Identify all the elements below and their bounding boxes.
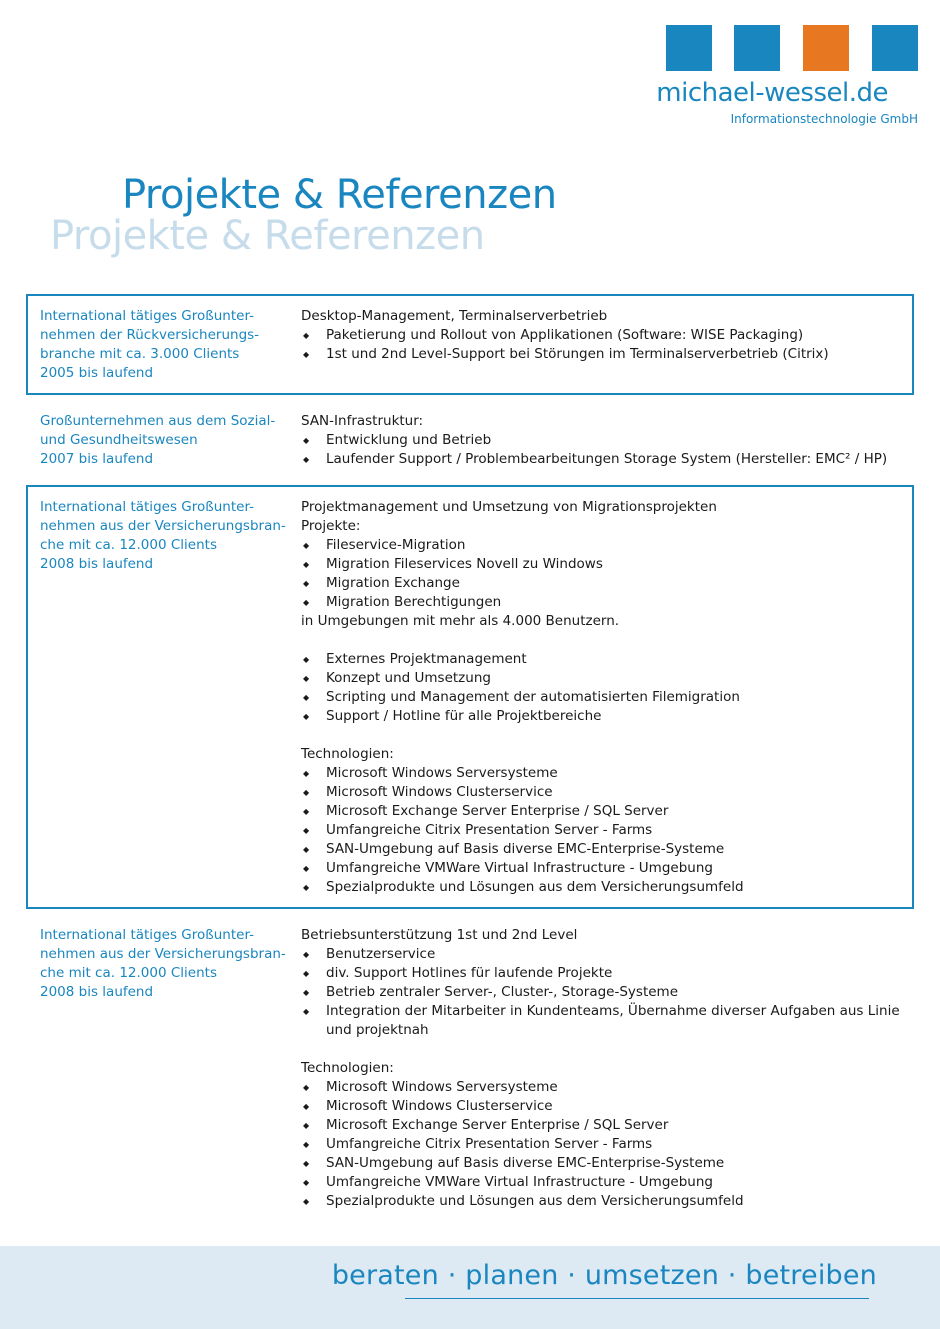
bullet-list <box>301 764 900 897</box>
client-line: International tätiges Großunter- <box>40 499 255 515</box>
bullet-list <box>301 536 900 612</box>
project-row <box>26 485 914 909</box>
logo-squares <box>666 25 918 71</box>
bullet-item: ◆ Microsoft Exchange Server Enterprise / SQL Server <box>301 802 900 821</box>
footer-slogan: beraten · planen · umsetzen · betreiben <box>331 1260 877 1291</box>
bullet-item: ◆ Microsoft Exchange Server Enterprise / SQL Server <box>301 1116 900 1135</box>
detail-heading: Desktop-Management, Terminalserverbetrieb <box>301 308 608 324</box>
project-row <box>26 913 914 1223</box>
project-row <box>26 399 914 481</box>
project-list <box>26 294 914 1223</box>
detail-heading: Projekte: <box>301 518 361 534</box>
bullet-item: ◆ Externes Projektmanagement <box>301 650 900 669</box>
project-client <box>40 498 301 897</box>
bullet-item: ◆ Migration Exchange <box>301 574 900 593</box>
block-spacer <box>301 631 900 650</box>
page-title-shadow: Projekte & Referenzen <box>50 213 485 259</box>
logo-name: michael-wessel.de <box>656 78 888 108</box>
detail-heading: Technologien: <box>301 746 394 762</box>
client-line: che mit ca. 12.000 Clients <box>40 965 217 981</box>
logo-square-2 <box>734 25 780 71</box>
client-line: International tätiges Großunter- <box>40 927 255 943</box>
project-client <box>40 307 301 383</box>
bullet-item: ◆ Migration Fileservices Novell zu Windows <box>301 555 900 574</box>
bullet-item: ◆ Microsoft Windows Serversysteme <box>301 764 900 783</box>
bullet-item: ◆ SAN-Umgebung auf Basis diverse EMC-Enterprise-Systeme <box>301 1154 900 1173</box>
bullet-item: ◆ Microsoft Windows Clusterservice <box>301 783 900 802</box>
bullet-item: ◆ Umfangreiche VMWare Virtual Infrastructure - Umgebung <box>301 859 900 878</box>
client-line: 2008 bis laufend <box>40 556 154 572</box>
client-line: Großunternehmen aus dem Sozial- <box>40 413 276 429</box>
project-details <box>301 307 900 383</box>
bullet-list <box>301 1078 900 1211</box>
block-spacer <box>301 1040 900 1059</box>
client-line: nehmen der Rückversicherungs- <box>40 327 260 343</box>
client-line: nehmen aus der Versicherungsbran- <box>40 518 286 534</box>
project-details <box>301 412 900 469</box>
bullet-item: ◆ Scripting und Management der automatisierten Filemigration <box>301 688 900 707</box>
logo-subtitle: Informationstechnologie GmbH <box>730 112 918 126</box>
logo-square-3 <box>803 25 849 71</box>
client-line: und Gesundheitswesen <box>40 432 198 448</box>
client-line: 2005 bis laufend <box>40 365 154 381</box>
bullet-item: ◆ Microsoft Windows Clusterservice <box>301 1097 900 1116</box>
client-line: International tätiges Großunter- <box>40 308 255 324</box>
bullet-item: ◆ Umfangreiche Citrix Presentation Server - Farms <box>301 821 900 840</box>
bullet-item: ◆ Support / Hotline für alle Projektbereiche <box>301 707 900 726</box>
bullet-item: ◆ SAN-Umgebung auf Basis diverse EMC-Enterprise-Systeme <box>301 840 900 859</box>
bullet-list <box>301 326 900 364</box>
client-line: branche mit ca. 3.000 Clients <box>40 346 240 362</box>
bullet-item: ◆ Spezialprodukte und Lösungen aus dem Versicherungsumfeld <box>301 878 900 897</box>
footer-slogan-underline <box>405 1298 869 1299</box>
bullet-item: ◆ Konzept und Umsetzung <box>301 669 900 688</box>
bullet-list <box>301 945 900 1040</box>
bullet-item: ◆ Umfangreiche VMWare Virtual Infrastructure - Umgebung <box>301 1173 900 1192</box>
bullet-item: ◆ Spezialprodukte und Lösungen aus dem Versicherungsumfeld <box>301 1192 900 1211</box>
bullet-list <box>301 431 900 469</box>
client-line: nehmen aus der Versicherungsbran- <box>40 946 286 962</box>
bullet-list <box>301 650 900 726</box>
project-details <box>301 498 900 897</box>
bullet-item: ◆ Fileservice-Migration <box>301 536 900 555</box>
detail-heading: SAN-Infrastruktur: <box>301 413 424 429</box>
bullet-item: ◆ Laufender Support / Problembearbeitungen Storage System (Hersteller: EMC² / HP) <box>301 450 900 469</box>
bullet-item: ◆ Entwicklung und Betrieb <box>301 431 900 450</box>
bullet-item: ◆ Benutzerservice <box>301 945 900 964</box>
detail-heading: Betriebsunterstützung 1st und 2nd Level <box>301 927 578 943</box>
bullet-item: ◆ Betrieb zentraler Server-, Cluster-, Storage-Systeme <box>301 983 900 1002</box>
logo-square-1 <box>666 25 712 71</box>
block-spacer <box>301 726 900 745</box>
detail-note: in Umgebungen mit mehr als 4.000 Benutzern. <box>301 613 620 629</box>
bullet-item: ◆ Migration Berechtigungen <box>301 593 900 612</box>
client-line: 2008 bis laufend <box>40 984 154 1000</box>
project-client <box>40 412 301 469</box>
bullet-item: ◆ Integration der Mitarbeiter in Kundenteams, Übernahme diverser Aufgaben aus Linie und projektnah <box>301 1002 900 1040</box>
page-title: Projekte & Referenzen <box>122 172 557 218</box>
logo-square-4 <box>872 25 918 71</box>
client-line: 2007 bis laufend <box>40 451 154 467</box>
project-details <box>301 926 900 1211</box>
detail-heading: Technologien: <box>301 1060 394 1076</box>
bullet-item: ◆ div. Support Hotlines für laufende Projekte <box>301 964 900 983</box>
bullet-item: ◆ Paketierung und Rollout von Applikationen (Software: WISE Packaging) <box>301 326 900 345</box>
detail-heading: Projektmanagement und Umsetzung von Migrationsprojekten <box>301 499 717 515</box>
client-line: che mit ca. 12.000 Clients <box>40 537 217 553</box>
bullet-item: ◆ Microsoft Windows Serversysteme <box>301 1078 900 1097</box>
project-client <box>40 926 301 1211</box>
bullet-item: ◆ Umfangreiche Citrix Presentation Server - Farms <box>301 1135 900 1154</box>
bullet-item: ◆ 1st und 2nd Level-Support bei Störungen im Terminalserverbetrieb (Citrix) <box>301 345 900 364</box>
project-row <box>26 294 914 395</box>
